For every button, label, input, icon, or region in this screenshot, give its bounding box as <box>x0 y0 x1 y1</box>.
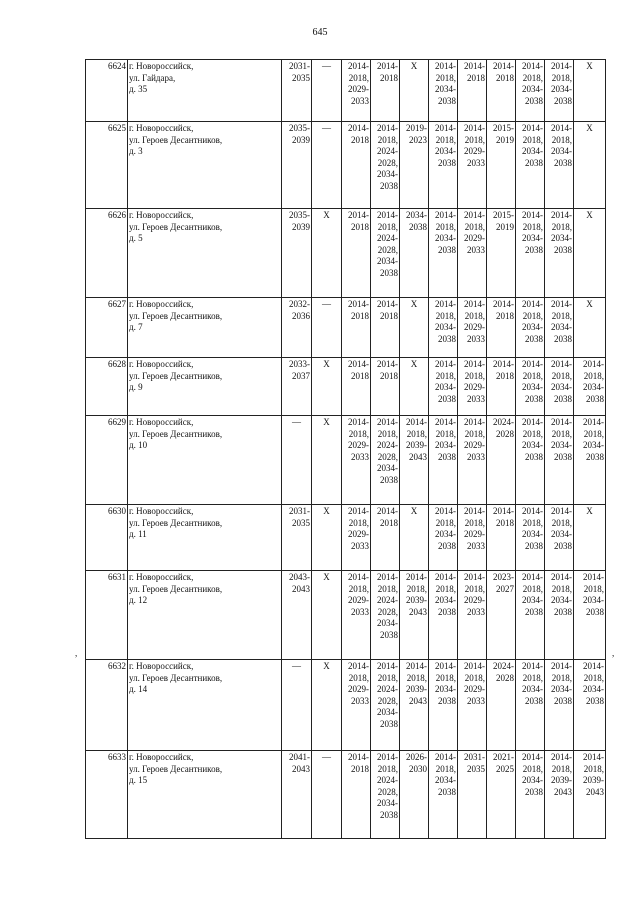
period-cell: 2024- 2028 <box>487 416 516 505</box>
table-row <box>86 298 606 358</box>
period-cell: — <box>312 298 342 358</box>
period-cell: 2014- 2018, 2034- 2038 <box>429 122 458 209</box>
address-cell: г. Новороссийск, ул. Героев Десантников, д. 15 <box>128 751 282 839</box>
address-cell: г. Новороссийск, ул. Героев Десантников, д. 3 <box>128 122 282 209</box>
period-cell: 2014- 2018, 2034- 2038 <box>516 416 545 505</box>
period-cell: 2014- 2018 <box>458 60 487 122</box>
period-cell: 2014- 2018 <box>371 505 400 571</box>
period-cell: 2014- 2018, 2029- 2033 <box>458 298 487 358</box>
period-cell: 2014- 2018, 2029- 2033 <box>458 660 487 751</box>
period-cell: 2014- 2018, 2029- 2033 <box>458 571 487 660</box>
period-cell: 2014- 2018, 2034- 2038 <box>429 416 458 505</box>
period-cell: 2014- 2018, 2034- 2038 <box>429 358 458 416</box>
period-cell: 2014- 2018 <box>487 358 516 416</box>
period-cell: 2014- 2018, 2034- 2038 <box>429 571 458 660</box>
period-cell: 2014- 2018 <box>342 298 371 358</box>
period-cell: 2014- 2018 <box>371 298 400 358</box>
period-cell: 2014- 2018, 2034- 2038 <box>516 122 545 209</box>
table-row <box>86 505 606 571</box>
period-cell: 2014- 2018, 2034- 2038 <box>516 209 545 298</box>
period-cell: 2014- 2018, 2034- 2038 <box>574 358 606 416</box>
table-row <box>86 209 606 298</box>
period-cell: 2014- 2018 <box>371 60 400 122</box>
period-cell: 2014- 2018, 2034- 2038 <box>429 209 458 298</box>
period-cell: X <box>574 60 606 122</box>
period-cell: X <box>574 298 606 358</box>
period-cell: 2014- 2018, 2034- 2038 <box>545 298 574 358</box>
period-cell: 2031- 2035 <box>282 60 312 122</box>
period-cell: 2031- 2035 <box>282 505 312 571</box>
row-number: 6626 <box>86 209 128 298</box>
period-cell: 2014- 2018, 2029- 2033 <box>342 416 371 505</box>
period-cell: 2014- 2018, 2034- 2038 <box>429 505 458 571</box>
period-cell: 2014- 2018, 2039- 2043 <box>400 416 429 505</box>
period-cell: 2014- 2018, 2029- 2033 <box>342 660 371 751</box>
period-cell: 2014- 2018, 2034- 2038 <box>516 571 545 660</box>
period-cell: X <box>312 358 342 416</box>
row-number: 6627 <box>86 298 128 358</box>
table-row <box>86 416 606 505</box>
period-cell: 2015- 2019 <box>487 209 516 298</box>
period-cell: 2014- 2018 <box>487 505 516 571</box>
period-cell: 2031- 2035 <box>458 751 487 839</box>
period-cell: 2014- 2018, 2034- 2038 <box>516 60 545 122</box>
table-body <box>86 60 606 839</box>
table-row <box>86 571 606 660</box>
period-cell: X <box>312 416 342 505</box>
period-cell: 2014- 2018, 2034- 2038 <box>545 660 574 751</box>
period-cell: 2014- 2018, 2024- 2028, 2034- 2038 <box>371 660 400 751</box>
row-number: 6633 <box>86 751 128 839</box>
period-cell: 2023- 2027 <box>487 571 516 660</box>
table-row <box>86 660 606 751</box>
period-cell: 2014- 2018, 2034- 2038 <box>516 751 545 839</box>
address-cell: г. Новороссийск, ул. Героев Десантников, д. 5 <box>128 209 282 298</box>
period-cell: 2021- 2025 <box>487 751 516 839</box>
housing-repair-schedule-table <box>85 59 606 839</box>
period-cell: 2014- 2018, 2034- 2038 <box>545 60 574 122</box>
period-cell: 2026- 2030 <box>400 751 429 839</box>
period-cell: 2014- 2018, 2029- 2033 <box>458 122 487 209</box>
row-number: 6632 <box>86 660 128 751</box>
period-cell: X <box>312 209 342 298</box>
address-cell: г. Новороссийск, ул. Героев Десантников, д. 9 <box>128 358 282 416</box>
period-cell: 2014- 2018, 2034- 2038 <box>429 60 458 122</box>
period-cell: 2014- 2018, 2039- 2043 <box>400 660 429 751</box>
period-cell: 2043- 2043 <box>282 571 312 660</box>
address-cell: г. Новороссийск, ул. Героев Десантников, д. 11 <box>128 505 282 571</box>
period-cell: 2024- 2028 <box>487 660 516 751</box>
row-number: 6631 <box>86 571 128 660</box>
period-cell: 2014- 2018, 2034- 2038 <box>429 751 458 839</box>
period-cell: 2014- 2018, 2034- 2038 <box>429 298 458 358</box>
period-cell: 2033- 2037 <box>282 358 312 416</box>
period-cell: 2014- 2018, 2034- 2038 <box>574 660 606 751</box>
period-cell: — <box>312 60 342 122</box>
period-cell: X <box>312 660 342 751</box>
period-cell: 2014- 2018 <box>342 751 371 839</box>
period-cell: 2032- 2036 <box>282 298 312 358</box>
row-number: 6625 <box>86 122 128 209</box>
period-cell: 2014- 2018, 2039- 2043 <box>400 571 429 660</box>
period-cell: 2014- 2018, 2034- 2038 <box>545 209 574 298</box>
period-cell: — <box>312 122 342 209</box>
period-cell: 2014- 2018, 2034- 2038 <box>545 505 574 571</box>
table-row <box>86 122 606 209</box>
period-cell: 2014- 2018, 2024- 2028, 2034- 2038 <box>371 416 400 505</box>
period-cell: 2014- 2018, 2034- 2038 <box>545 571 574 660</box>
period-cell: 2014- 2018, 2029- 2033 <box>342 571 371 660</box>
period-cell: X <box>400 358 429 416</box>
period-cell: X <box>574 122 606 209</box>
row-number: 6630 <box>86 505 128 571</box>
address-cell: г. Новороссийск, ул. Героев Десантников, д. 7 <box>128 298 282 358</box>
period-cell: 2014- 2018, 2029- 2033 <box>458 358 487 416</box>
period-cell: 2019- 2023 <box>400 122 429 209</box>
period-cell: 2014- 2018, 2024- 2028, 2034- 2038 <box>371 122 400 209</box>
period-cell: 2015- 2019 <box>487 122 516 209</box>
row-number: 6629 <box>86 416 128 505</box>
period-cell: 2035- 2039 <box>282 122 312 209</box>
period-cell: X <box>312 571 342 660</box>
address-cell: г. Новороссийск, ул. Гайдара, д. 35 <box>128 60 282 122</box>
period-cell: 2014- 2018, 2024- 2028, 2034- 2038 <box>371 571 400 660</box>
period-cell: 2014- 2018, 2034- 2038 <box>429 660 458 751</box>
row-number: 6624 <box>86 60 128 122</box>
period-cell: 2014- 2018, 2034- 2038 <box>545 122 574 209</box>
period-cell: 2014- 2018, 2039- 2043 <box>574 751 606 839</box>
table-row <box>86 60 606 122</box>
period-cell: 2014- 2018, 2034- 2038 <box>516 660 545 751</box>
address-cell: г. Новороссийск, ул. Героев Десантников, д. 10 <box>128 416 282 505</box>
scan-speck: , <box>612 648 615 658</box>
period-cell: X <box>312 505 342 571</box>
page-number: 645 <box>312 27 328 38</box>
row-number: 6628 <box>86 358 128 416</box>
period-cell: — <box>282 660 312 751</box>
period-cell: X <box>400 60 429 122</box>
period-cell: X <box>400 505 429 571</box>
period-cell: 2014- 2018, 2029- 2033 <box>458 416 487 505</box>
period-cell: 2014- 2018, 2034- 2038 <box>516 505 545 571</box>
period-cell: 2014- 2018, 2029- 2033 <box>342 60 371 122</box>
period-cell: 2014- 2018, 2034- 2038 <box>574 416 606 505</box>
period-cell: 2014- 2018 <box>487 60 516 122</box>
period-cell: 2014- 2018, 2034- 2038 <box>516 298 545 358</box>
period-cell: 2014- 2018 <box>371 358 400 416</box>
period-cell: 2014- 2018, 2034- 2038 <box>545 358 574 416</box>
period-cell: 2014- 2018, 2029- 2033 <box>458 505 487 571</box>
address-cell: г. Новороссийск, ул. Героев Десантников, д. 14 <box>128 660 282 751</box>
period-cell: 2014- 2018, 2029- 2033 <box>342 505 371 571</box>
period-cell: 2014- 2018, 2034- 2038 <box>545 416 574 505</box>
period-cell: 2014- 2018 <box>342 209 371 298</box>
period-cell: 2034- 2038 <box>400 209 429 298</box>
period-cell: X <box>574 209 606 298</box>
period-cell: 2014- 2018, 2024- 2028, 2034- 2038 <box>371 209 400 298</box>
period-cell: 2014- 2018 <box>487 298 516 358</box>
period-cell: X <box>574 505 606 571</box>
period-cell: 2014- 2018, 2034- 2038 <box>574 571 606 660</box>
period-cell: X <box>400 298 429 358</box>
period-cell: 2035- 2039 <box>282 209 312 298</box>
period-cell: 2041- 2043 <box>282 751 312 839</box>
period-cell: 2014- 2018 <box>342 358 371 416</box>
address-cell: г. Новороссийск, ул. Героев Десантников, д. 12 <box>128 571 282 660</box>
scan-speck: , <box>75 648 78 658</box>
period-cell: — <box>282 416 312 505</box>
period-cell: — <box>312 751 342 839</box>
table-row <box>86 358 606 416</box>
period-cell: 2014- 2018, 2039- 2043 <box>545 751 574 839</box>
period-cell: 2014- 2018, 2029- 2033 <box>458 209 487 298</box>
period-cell: 2014- 2018, 2034- 2038 <box>516 358 545 416</box>
period-cell: 2014- 2018, 2024- 2028, 2034- 2038 <box>371 751 400 839</box>
period-cell: 2014- 2018 <box>342 122 371 209</box>
table-row <box>86 751 606 839</box>
